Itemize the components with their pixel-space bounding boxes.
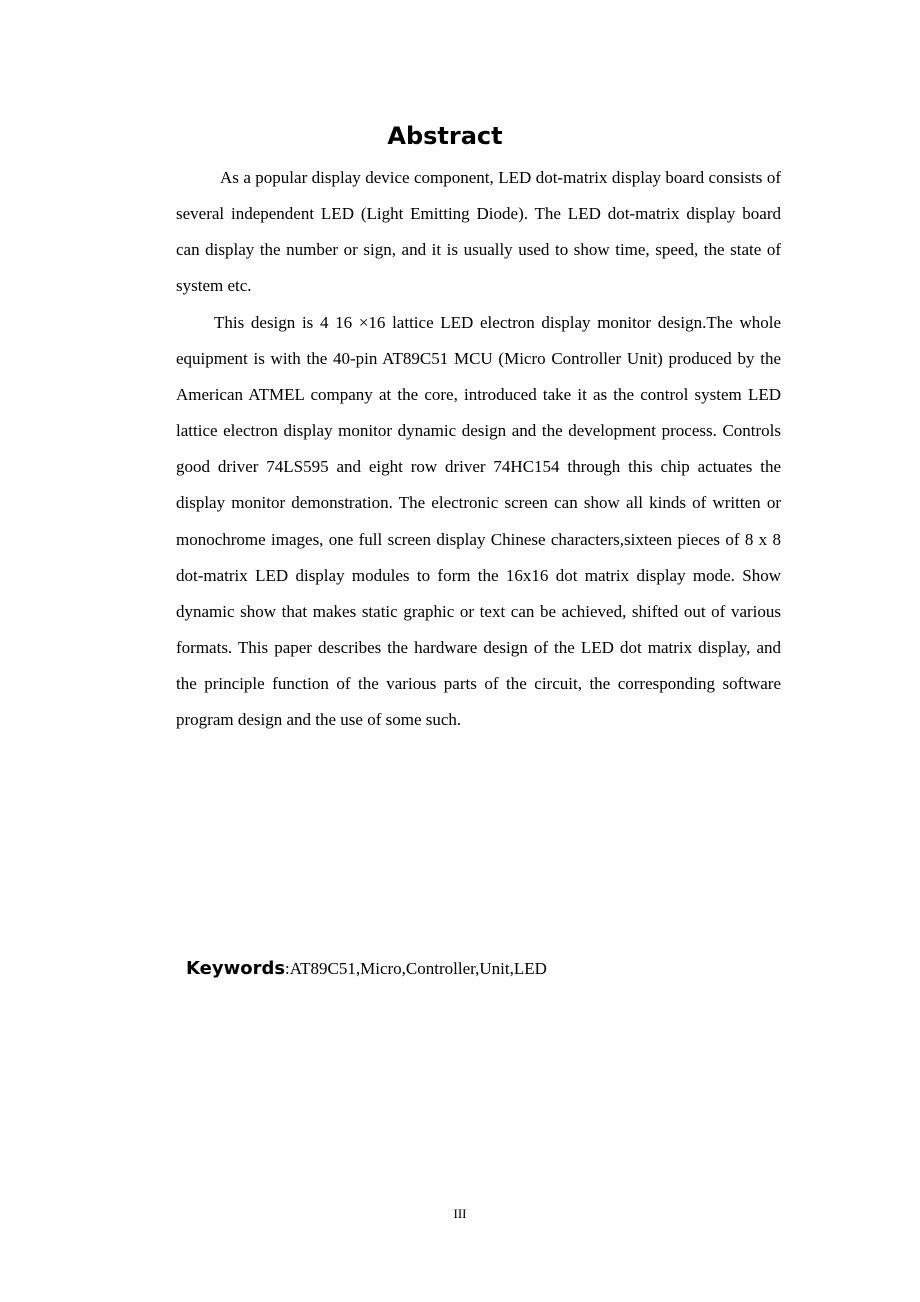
keywords-label: Keywords [186,958,286,979]
page-number: III [453,1206,467,1221]
abstract-body [176,160,781,739]
keywords-line [186,955,786,983]
abstract-title: Abstract [387,122,503,150]
abstract-paragraph-1: As a popular display device component, LED dot-matrix display board consists of several independent LED (Light Emitting Diode). The LED dot-matrix display board can display the number or sign, and it is usually used to show time, speed, the state of system etc. [176,168,781,296]
keywords-list: :AT89C51,Micro,Controller,Unit,LED [285,959,547,978]
abstract-paragraph-2: This design is 4 16 ×16 lattice LED electron display monitor design.The whole equipment is with the 40-pin AT89C51 MCU (Micro Controller Unit) produced by the American ATMEL company at the core, introduced take it as the control system LED lattice electron display monitor dynamic design and the development process. Controls good driver 74LS595 and eight row driver 74HC154 through this chip actuates the display monitor demonstration. The electronic screen can show all kinds of written or monochrome images, one full screen display Chinese characters,sixteen pieces of 8 x 8 dot-matrix LED display modules to form the 16x16 dot matrix display mode. Show dynamic show that makes static graphic or text can be achieved, shifted out of various formats. This paper describes the hardware design of the LED dot matrix display, and the principle function of the various parts of the circuit, the corresponding software program design and the use of some such. [176,312,781,730]
